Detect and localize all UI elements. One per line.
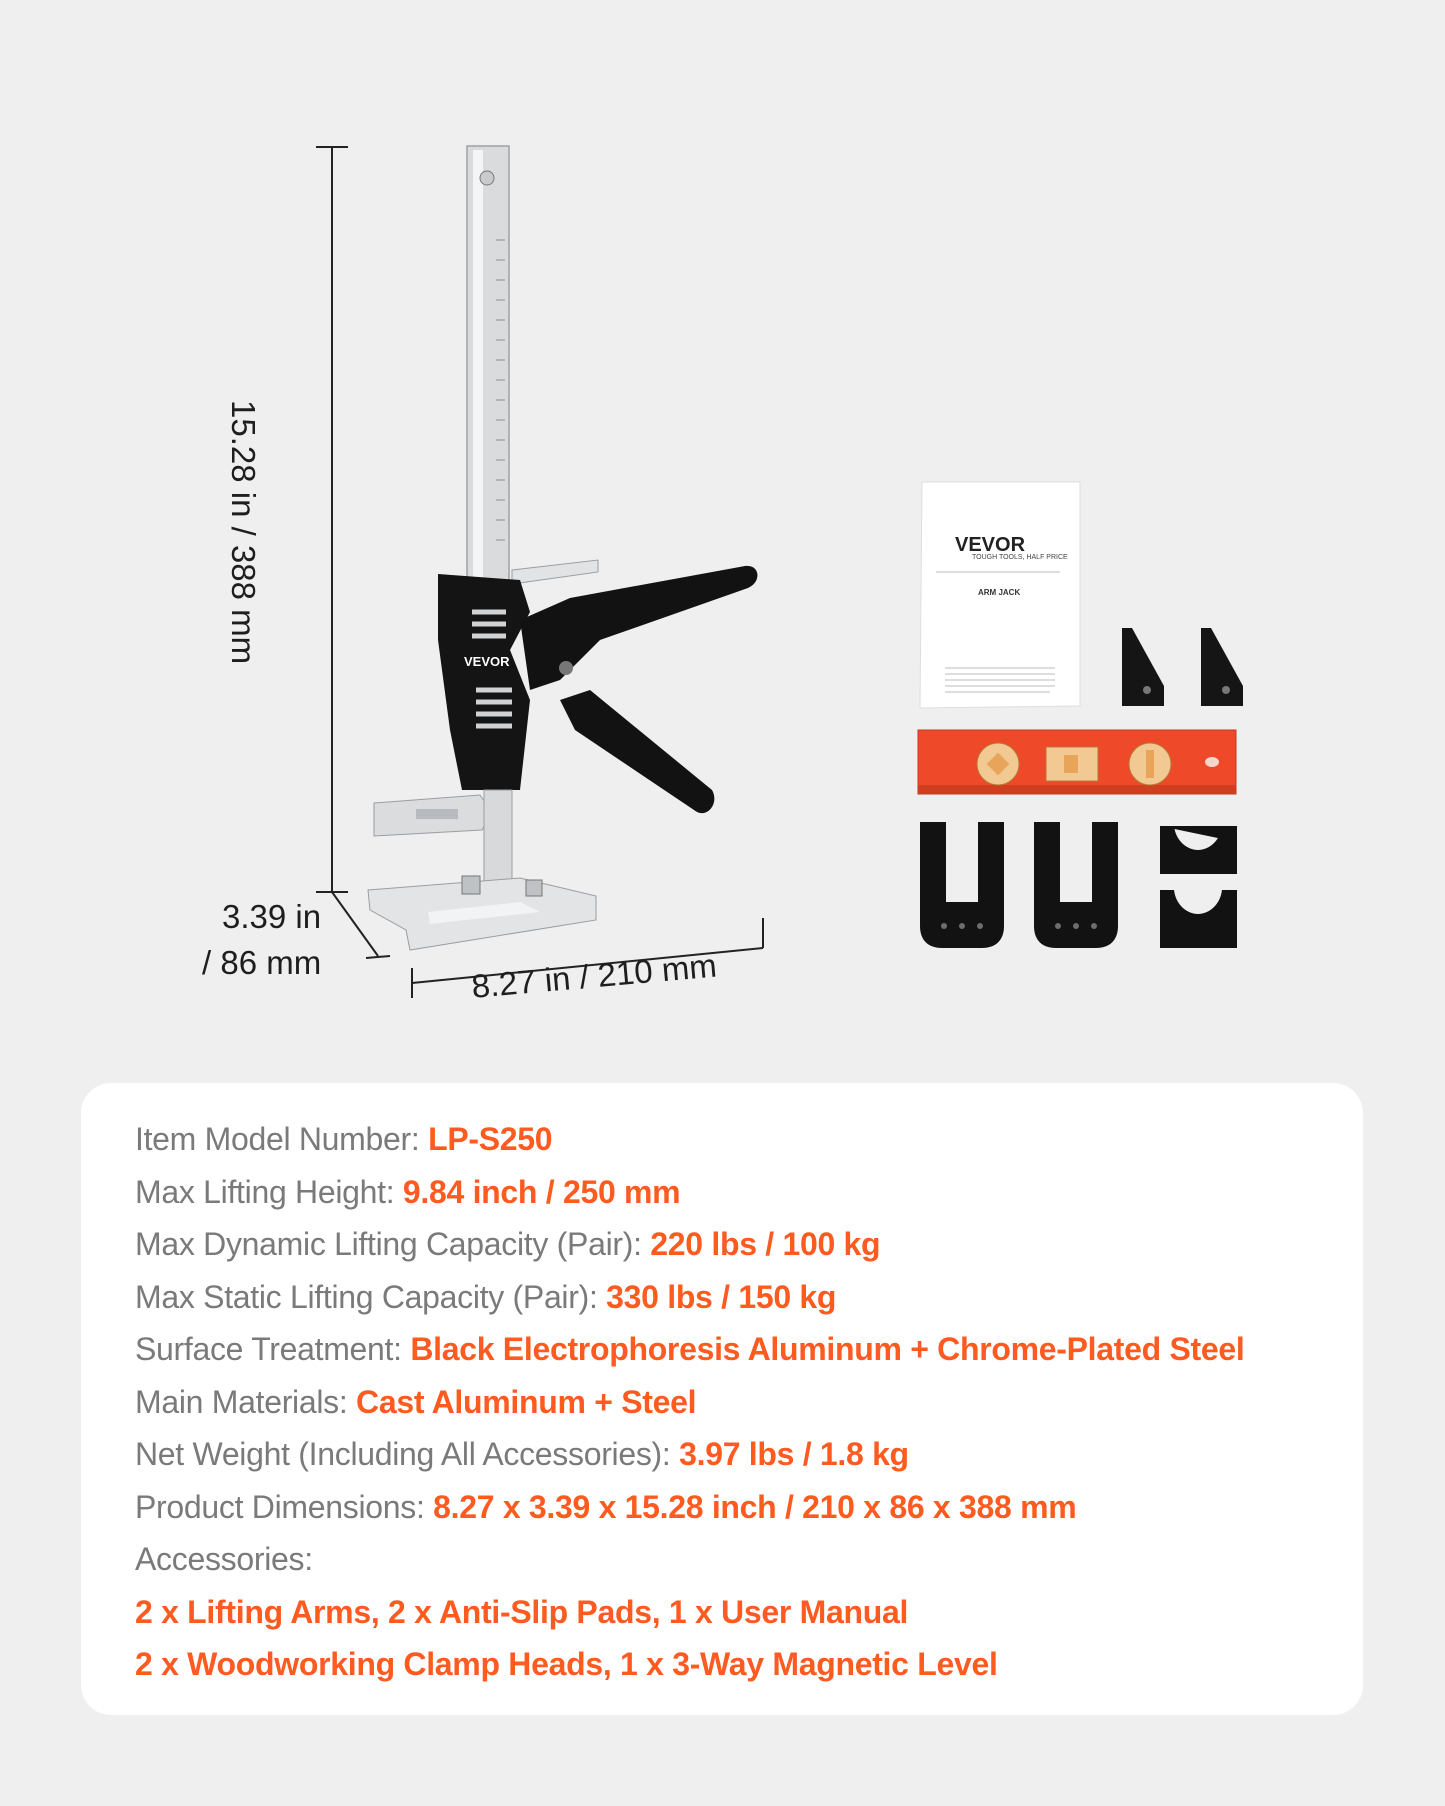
spec-row-net-weight xyxy=(135,1428,1343,1481)
arm-jack-tool xyxy=(368,146,757,950)
spec-label: Max Static Lifting Capacity (Pair): xyxy=(135,1278,607,1315)
spec-label: Max Lifting Height: xyxy=(135,1173,403,1210)
spec-label: Main Materials: xyxy=(135,1383,357,1420)
spec-value: LP-S250 xyxy=(428,1121,553,1157)
spec-list xyxy=(135,1113,1343,1691)
spec-label: Item Model Number: xyxy=(135,1121,429,1157)
anti-slip-pads xyxy=(1160,826,1237,948)
height-dimension: 15.28 in / 388 mm xyxy=(225,400,262,665)
spec-value: 220 lbs / 100 kg xyxy=(650,1226,881,1262)
spec-value: 3.97 lbs / 1.8 kg xyxy=(679,1436,909,1472)
spec-row-dynamic-capacity xyxy=(135,1218,1343,1271)
spec-value: 9.84 inch / 250 mm xyxy=(402,1173,681,1210)
spec-row-surface-treatment xyxy=(135,1323,1343,1376)
lifting-arms xyxy=(920,822,1118,948)
spec-value: 2 x Woodworking Clamp Heads, 1 x 3-Way Magnetic Level xyxy=(135,1646,998,1682)
spec-row-static-capacity xyxy=(135,1271,1343,1324)
spec-value: Black Electrophoresis Aluminum + Chrome-Plated Steel xyxy=(410,1331,1245,1367)
spec-row-accessories-line1 xyxy=(135,1586,1343,1639)
woodworking-clamp-heads xyxy=(1122,628,1243,706)
depth-dimension-mm: / 86 mm xyxy=(202,944,322,981)
spec-label: Max Dynamic Lifting Capacity (Pair): xyxy=(135,1226,651,1262)
jack-brand: VEVOR xyxy=(464,654,510,669)
spec-row-materials xyxy=(135,1376,1343,1429)
depth-dimension-inches: 3.39 in xyxy=(222,898,322,935)
manual-brand: VEVOR xyxy=(955,534,1026,556)
width-dimension: 8.27 in / 210 mm xyxy=(470,946,719,1005)
spec-value: Cast Aluminum + Steel xyxy=(356,1383,697,1420)
specifications-card xyxy=(81,1083,1363,1715)
manual-tagline: TOUGH TOOLS, HALF PRICE xyxy=(972,554,1068,561)
spec-value: 330 lbs / 150 kg xyxy=(606,1278,837,1315)
manual-title: ARM JACK xyxy=(978,588,1021,597)
spec-row-model xyxy=(135,1113,1343,1166)
magnetic-level xyxy=(918,730,1236,794)
spec-label: Surface Treatment: xyxy=(135,1331,411,1367)
spec-label: Accessories: xyxy=(135,1541,313,1577)
spec-row-accessories-line2 xyxy=(135,1638,1343,1691)
spec-value: 2 x Lifting Arms, 2 x Anti-Slip Pads, 1 x User Manual xyxy=(135,1593,909,1630)
spec-row-accessories-heading xyxy=(135,1533,1343,1586)
spec-row-dimensions xyxy=(135,1481,1343,1534)
spec-label: Product Dimensions: xyxy=(135,1488,434,1525)
spec-value: 8.27 x 3.39 x 15.28 inch / 210 x 86 x 388 mm xyxy=(433,1488,1077,1525)
spec-label: Net Weight (Including All Accessories): xyxy=(135,1436,680,1472)
spec-row-lifting-height xyxy=(135,1166,1343,1219)
